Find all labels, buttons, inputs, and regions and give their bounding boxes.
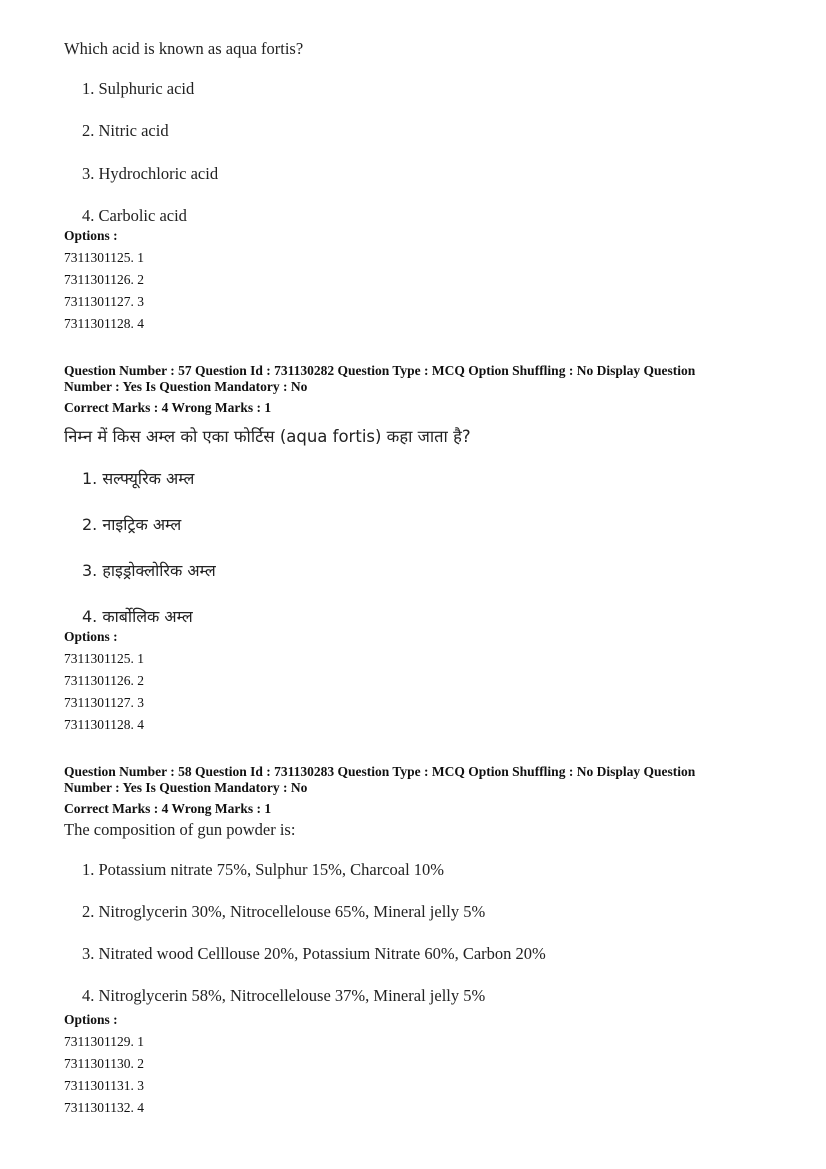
- question-meta-cont: Number : Yes Is Question Mandatory : No: [64, 379, 308, 394]
- marks-line: Correct Marks : 4 Wrong Marks : 1: [64, 400, 272, 415]
- options-label: Options :: [64, 228, 118, 243]
- choice-2: 2. नाइट्रिक अम्ल: [82, 515, 182, 534]
- choice-4: 4. कार्बोलिक अम्ल: [82, 607, 193, 626]
- options-label: Options :: [64, 1012, 118, 1027]
- choice-2: 2. Nitroglycerin 30%, Nitrocellelouse 65%, Mineral jelly 5%: [82, 902, 486, 921]
- option-id: 7311301129. 1: [64, 1034, 144, 1049]
- question-meta: Question Number : 57 Question Id : 731130282 Question Type : MCQ Option Shuffling : No Display Question: [64, 363, 696, 378]
- choice-4: 4. Nitroglycerin 58%, Nitrocellelouse 37%, Mineral jelly 5%: [82, 986, 486, 1005]
- question-meta-cont: Number : Yes Is Question Mandatory : No: [64, 780, 308, 795]
- option-id: 7311301130. 2: [64, 1056, 144, 1071]
- option-id: 7311301126. 2: [64, 673, 144, 688]
- choice-1: 1. Potassium nitrate 75%, Sulphur 15%, Charcoal 10%: [82, 860, 445, 879]
- choice-2: 2. Nitric acid: [82, 121, 169, 140]
- choice-3: 3. हाइड्रोक्लोरिक अम्ल: [82, 561, 216, 580]
- choice-1: 1. सल्फ्यूरिक अम्ल: [82, 469, 195, 488]
- question-text: The composition of gun powder is:: [64, 820, 296, 839]
- marks-line: Correct Marks : 4 Wrong Marks : 1: [64, 801, 272, 816]
- option-id: 7311301127. 3: [64, 695, 144, 710]
- choice-3: 3. Nitrated wood Celllouse 20%, Potassium Nitrate 60%, Carbon 20%: [82, 944, 546, 963]
- choice-4: 4. Carbolic acid: [82, 206, 187, 225]
- choice-1: 1. Sulphuric acid: [82, 79, 195, 98]
- option-id: 7311301128. 4: [64, 316, 144, 331]
- option-id: 7311301125. 1: [64, 651, 144, 666]
- question-text: Which acid is known as aqua fortis?: [64, 39, 304, 58]
- choice-3: 3. Hydrochloric acid: [82, 164, 219, 183]
- options-label: Options :: [64, 629, 118, 644]
- option-id: 7311301128. 4: [64, 717, 144, 732]
- option-id: 7311301127. 3: [64, 294, 144, 309]
- question-text: निम्न में किस अम्ल को एका फोर्टिस (aqua fortis) कहा जाता है?: [64, 427, 471, 446]
- option-id: 7311301125. 1: [64, 250, 144, 265]
- option-id: 7311301126. 2: [64, 272, 144, 287]
- option-id: 7311301131. 3: [64, 1078, 144, 1093]
- option-id: 7311301132. 4: [64, 1100, 144, 1115]
- question-meta: Question Number : 58 Question Id : 731130283 Question Type : MCQ Option Shuffling : No Display Question: [64, 764, 696, 779]
